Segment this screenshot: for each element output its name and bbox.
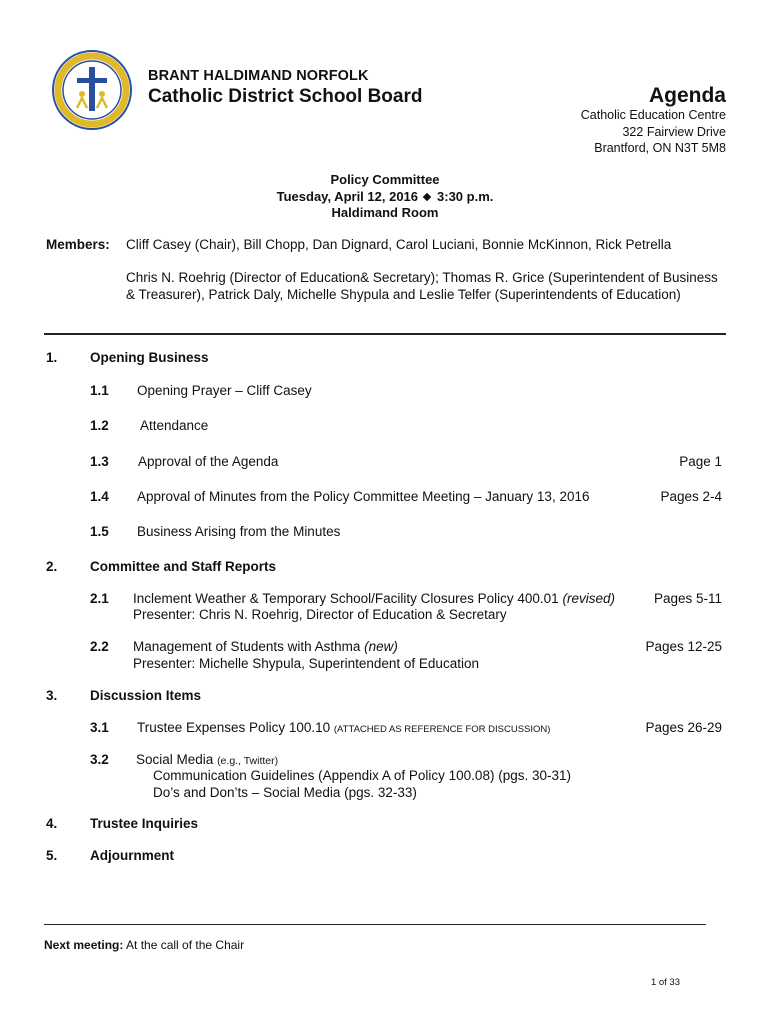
meeting-date: Tuesday, April 12, 2016 [276, 188, 419, 204]
item-number: 2.2 [90, 639, 109, 654]
item-subpoint: Communication Guidelines (Appendix A of Policy 100.08) (pgs. 30-31) [153, 768, 571, 783]
footer-divider [44, 924, 706, 925]
section-number: 5. [46, 848, 58, 863]
address-block [581, 107, 726, 157]
staff-list: Chris N. Roehrig (Director of Education& Secretary); Thomas R. Grice (Superintendent of Business & Treasurer), Patrick Daly, Michelle Shypula and Leslie Telfer (Superintendents of Education) [126, 270, 718, 302]
section-number: 1. [46, 350, 58, 365]
item-number: 1.2 [90, 418, 109, 433]
item-title: Social Media [136, 752, 214, 767]
address-line: Catholic Education Centre [580, 108, 726, 122]
item-text: Approval of Minutes from the Policy Committee Meeting – January 13, 2016 [137, 489, 590, 504]
section-title: Discussion Items [90, 688, 202, 703]
item-note: (revised) [562, 591, 615, 606]
org-name-line1: BRANT HALDIMAND NORFOLK [148, 68, 369, 84]
item-note: (e.g., Twitter) [217, 755, 279, 767]
item-note: (ATTACHED AS REFERENCE FOR DISCUSSION) [333, 724, 551, 735]
address-line: 322 Fairview Drive [622, 124, 726, 139]
item-text: Business Arising from the Minutes [137, 524, 341, 539]
item-text [133, 591, 615, 606]
seal-cross-vertical [89, 67, 95, 111]
item-title: Management of Students with Asthma [133, 639, 361, 654]
school-board-seal [52, 50, 132, 130]
item-text [137, 720, 550, 735]
item-presenter: Presenter: Chris N. Roehrig, Director of Education & Secretary [133, 607, 507, 622]
address-line: Brantford, ON N3T 5M8 [594, 141, 726, 155]
item-subpoint: Do’s and Don’ts – Social Media (pgs. 32-33) [153, 785, 417, 800]
section-number: 3. [46, 688, 58, 703]
page-reference: Pages 26-29 [645, 720, 722, 735]
item-number: 1.5 [90, 524, 109, 539]
seal-cross-horizontal [77, 78, 107, 83]
item-presenter: Presenter: Michelle Shypula, Superintendent of Education [133, 656, 479, 671]
item-title: Trustee Expenses Policy 100.10 [137, 720, 331, 735]
item-number: 1.3 [90, 454, 109, 469]
document-title: Agenda [648, 84, 726, 107]
item-number: 1.4 [90, 489, 109, 504]
meeting-room: Haldimand Room [331, 205, 439, 220]
next-meeting-text: At the call of the Chair [126, 938, 245, 952]
next-meeting [44, 938, 244, 952]
item-text [133, 639, 398, 654]
item-text: Approval of the Agenda [138, 454, 279, 469]
meeting-info [0, 172, 770, 222]
page-reference: Pages 12-25 [645, 639, 722, 654]
item-number: 3.2 [90, 752, 109, 767]
section-title: Opening Business [90, 350, 209, 365]
item-text: Opening Prayer – Cliff Casey [137, 383, 312, 398]
item-number: 1.1 [90, 383, 109, 398]
section-title: Adjournment [90, 848, 174, 863]
page-reference: Pages 2-4 [660, 489, 722, 504]
header-divider [44, 333, 726, 335]
section-title: Trustee Inquiries [90, 816, 199, 831]
item-title: Inclement Weather & Temporary School/Facility Closures Policy 400.01 [133, 591, 559, 606]
meeting-datetime [0, 189, 770, 206]
meeting-time: 3:30 p.m. [437, 188, 494, 204]
item-text: Attendance [140, 418, 209, 433]
meeting-title: Policy Committee [330, 172, 440, 187]
item-number: 2.1 [90, 591, 109, 606]
next-meeting-label: Next meeting: [44, 938, 124, 952]
page-reference: Pages 5-11 [653, 591, 722, 606]
page-reference: Page 1 [679, 454, 722, 469]
item-number: 3.1 [90, 720, 109, 735]
page-number: 1 of 33 [650, 977, 680, 988]
item-note: (new) [364, 639, 398, 654]
diamond-icon [423, 192, 431, 200]
item-text [136, 752, 278, 767]
section-number: 4. [46, 816, 58, 831]
members-label: Members: [46, 237, 110, 252]
section-number: 2. [46, 559, 58, 574]
members-list: Cliff Casey (Chair), Bill Chopp, Dan Dignard, Carol Luciani, Bonnie McKinnon, Rick Petrella [126, 237, 672, 252]
org-name-line2: Catholic District School Board [148, 86, 423, 107]
section-title: Committee and Staff Reports [90, 559, 277, 574]
